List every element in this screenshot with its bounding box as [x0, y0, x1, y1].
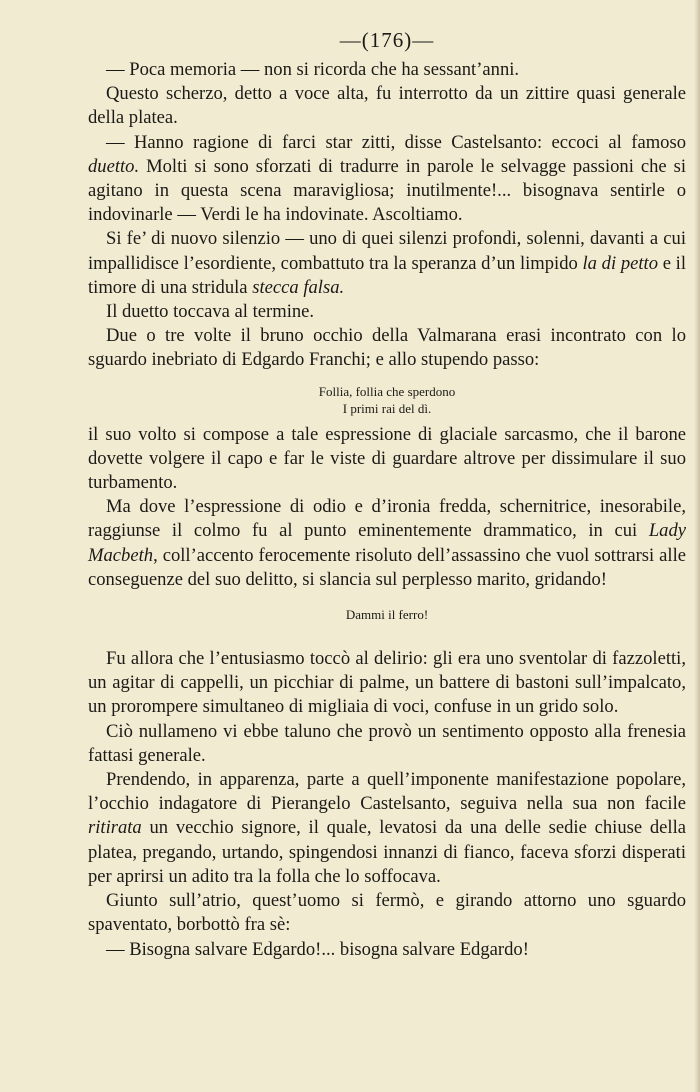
paragraph-text: Si fe’ di nuovo silenzio — uno di quei silenzi profondi, solenni, davanti a cui impallidisce l’esordiente, combattuto tra la speranza d’un limpido — [88, 228, 686, 274]
quoted-exclamation: Dammi il ferro! — [345, 607, 429, 623]
italic-text: stecca falsa. — [252, 276, 345, 298]
paragraph — [88, 131, 686, 228]
paragraph: Due o tre volte il bruno occhio della Valmarana erasi incontrato con lo sguardo inebriato di Edgardo Franchi; e allo stupendo passo: — [88, 325, 686, 371]
italic-text: ritirata — [88, 817, 142, 839]
verse-line: Follia, follia che sperdono — [318, 383, 456, 399]
paragraph — [88, 495, 686, 592]
italic-text: duetto. — [88, 155, 140, 177]
paragraph — [88, 227, 686, 300]
italic-text: Lady Macbeth — [88, 520, 686, 566]
paragraph-text: Ma dove l’espressione di odio e d’ironia fredda, schernitrice, inesorabile, raggiunse il colmo fu al punto eminentemente drammatico, in cui — [88, 496, 686, 542]
paragraph: il suo volto si compose a tale espressione di glaciale sarcasmo, che il barone dovette volgere il capo e far le viste di guardare altrove per dissimulare il suo turbamento. — [88, 423, 686, 494]
paragraph: — Bisogna salvare Edgardo!... bisogna salvare Edgardo! — [106, 938, 529, 960]
verse-line: I primi rai del dì. — [342, 400, 432, 416]
paragraph: — Poca memoria — non si ricorda che ha sessant’anni. — [106, 59, 520, 80]
paragraph — [88, 768, 686, 889]
paragraph-text: , coll’accento ferocemente risoluto dell’assassino che vuol sottrarsi alle conseguenze del suo delitto, si slancia sul perplesso marito, gridando! — [88, 544, 686, 590]
paragraph: Ciò nullameno vi ebbe taluno che provò un sentimento opposto alla frenesia fattasi generale. — [88, 720, 686, 766]
italic-text: la di petto — [582, 252, 659, 274]
paragraph: Giunto sull’atrio, quest’uomo si fermò, e girando attorno uno sguardo spaventato, borbottò fra sè: — [88, 890, 686, 936]
paragraph: Questo scherzo, detto a voce alta, fu interrotto da un zittire quasi generale della platea. — [88, 83, 686, 129]
page-number: —(176)— — [339, 28, 435, 52]
paragraph-text: Prendendo, in apparenza, parte a quell’imponente manifestazione popolare, l’occhio indagatore di Pierangelo Castelsanto, seguiva nella sua non facile — [88, 769, 686, 815]
paragraph-text: e il timore di una stridula — [88, 252, 686, 298]
verse-quote — [88, 383, 686, 417]
paragraph-text: Molti si sono sforzati di tradurre in parole le selvagge passioni che si agitano in questa scena maravigliosa; inutilmente!... bisognava sentirle o indovinarle — Verdi le ha indovinate. Ascoltiamo. — [88, 155, 686, 226]
paragraph: Il duetto toccava al termine. — [106, 301, 315, 323]
paragraph-text: — Hanno ragione di farci star zitti, disse Castelsanto: eccoci al famoso — [106, 131, 686, 153]
paragraph: Fu allora che l’entusiasmo toccò al delirio: gli era uno sventolar di fazzoletti, un agitar di cappelli, un picchiar di palme, un battere di bastoni sull’impalcato, un prorompere simultaneo di migliaia di voci, confuse in un grido solo. — [88, 648, 686, 718]
paragraph-text: un vecchio signore, il quale, levatosi da una delle sedie chiuse della platea, pregando, urtando, spingendosi innanzi di fianco, faceva sforzi disperati per aprirsi un adito tra la folla che lo soffocava. — [88, 817, 686, 887]
